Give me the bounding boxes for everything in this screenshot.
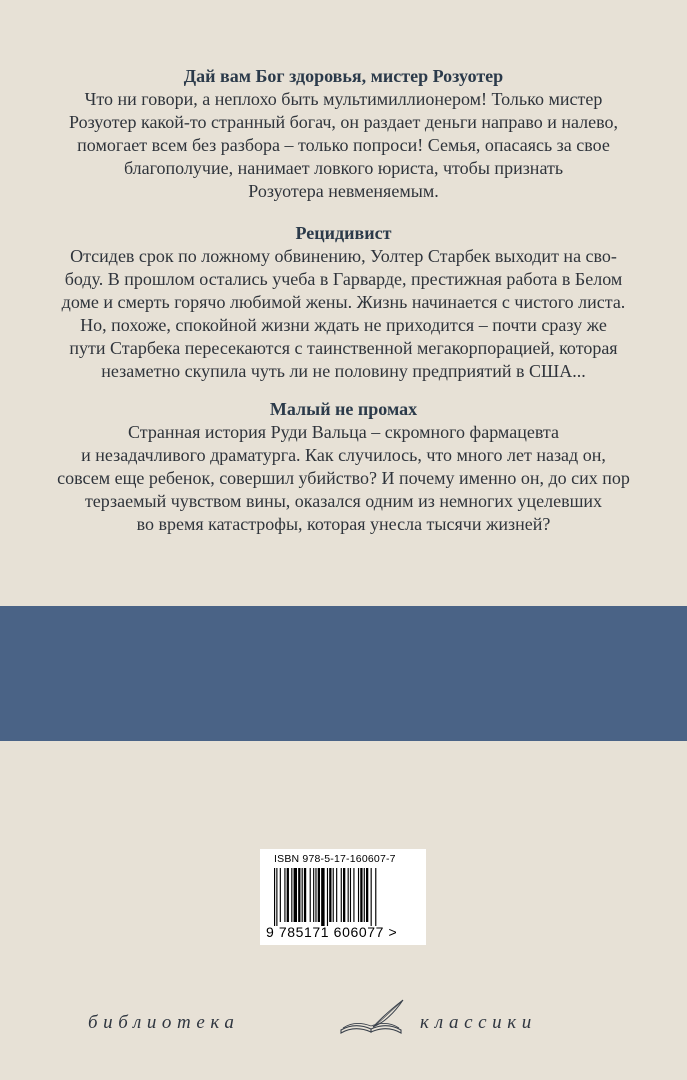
barcode-bar bbox=[327, 868, 328, 926]
body-line: терзаемый чувством вины, оказался одним из немногих уцелевших bbox=[84, 491, 603, 511]
barcode-bar bbox=[304, 868, 306, 922]
barcode-bar bbox=[358, 868, 359, 922]
series-name-right: классики bbox=[420, 1012, 537, 1033]
barcode-bar bbox=[294, 868, 297, 922]
barcode-bar bbox=[291, 868, 292, 922]
barcode-bar bbox=[318, 868, 320, 922]
barcode-bar bbox=[313, 868, 314, 922]
body-line: пути Старбека пересекаются с таинственной мегакорпорацией, которая bbox=[69, 338, 618, 358]
isbn-number: ISBN 978-5-17-160607-7 bbox=[274, 853, 396, 865]
body-line: Но, похоже, спокойной жизни ждать не приходится – почти сразу же bbox=[80, 315, 607, 335]
barcode-bar bbox=[353, 868, 354, 922]
barcode-bar bbox=[329, 868, 331, 922]
barcode-bar bbox=[364, 868, 365, 922]
blurb-section-jailbird bbox=[20, 222, 667, 383]
decorative-band bbox=[0, 606, 687, 741]
blurb-section-deadeye-dick bbox=[20, 398, 667, 536]
body-line: боду. В прошлом остались учеба в Гарварде, престижная работа в Белом bbox=[64, 269, 623, 289]
barcode-bar bbox=[350, 868, 351, 922]
barcode-bars bbox=[274, 868, 414, 926]
barcode-bar bbox=[371, 868, 372, 926]
barcode-bar bbox=[333, 868, 334, 922]
barcode-bar bbox=[348, 868, 349, 922]
barcode-bar bbox=[315, 868, 316, 922]
barcode-bar bbox=[360, 868, 362, 922]
body-line: Отсидев срок по ложному обвинению, Уолтер Старбек выходит на сво- bbox=[70, 246, 617, 266]
section-body bbox=[20, 88, 667, 203]
barcode-label bbox=[260, 849, 426, 945]
barcode-bar bbox=[321, 868, 324, 926]
barcode-bar bbox=[366, 868, 368, 922]
barcode-bar bbox=[287, 868, 289, 922]
body-line: доме и смерть горячо любимой жены. Жизнь начинается с чистого листа. bbox=[61, 292, 626, 312]
body-line: Странная история Руди Вальца – скромного фармацевта bbox=[128, 422, 559, 442]
barcode-bar bbox=[336, 868, 337, 922]
section-title: Рецидивист bbox=[295, 223, 392, 243]
barcode-bar bbox=[298, 868, 300, 922]
barcode-bar bbox=[276, 868, 277, 926]
barcode-bar bbox=[280, 868, 281, 922]
barcode-bar bbox=[274, 868, 275, 926]
body-line: помогает всем без разбора – только попроси! Семья, опасаясь за свое bbox=[77, 135, 610, 155]
barcode-bar bbox=[310, 868, 311, 922]
barcode-digits: 9 785171 606077 > bbox=[266, 924, 398, 940]
barcode-bar bbox=[341, 868, 342, 922]
series-name-left: библиотека bbox=[88, 1012, 240, 1033]
barcode-bar bbox=[375, 868, 376, 926]
body-line: и незадачливого драматурга. Как случилось, что много лет назад он, bbox=[81, 445, 606, 465]
barcode-bar bbox=[284, 868, 285, 922]
section-body bbox=[20, 421, 667, 536]
section-body bbox=[20, 245, 667, 383]
series-logo bbox=[0, 996, 687, 1036]
body-line: Что ни говори, а неплохо быть мультимиллионером! Только мистер bbox=[84, 89, 603, 109]
body-line: благополучие, нанимает ловкого юриста, чтобы признать bbox=[123, 158, 564, 178]
section-title: Малый не промах bbox=[269, 399, 418, 419]
barcode-bar bbox=[343, 868, 345, 922]
barcode-bar bbox=[302, 868, 303, 922]
quill-book-icon bbox=[333, 996, 413, 1036]
body-line: совсем еще ребенок, совершил убийство? И почему именно он, до сих пор bbox=[57, 468, 630, 488]
body-line: Розуотер какой-то странный богач, он раздает деньги направо и налево, bbox=[69, 112, 618, 132]
blurb-section-rosewater bbox=[20, 65, 667, 203]
body-line: незаметно скупила чуть ли не половину предприятий в США... bbox=[101, 361, 586, 381]
body-line: во время катастрофы, которая унесла тысячи жизней? bbox=[136, 514, 551, 534]
body-line: Розуотера невменяемым. bbox=[248, 181, 439, 201]
section-title: Дай вам Бог здоровья, мистер Розуотер bbox=[183, 66, 504, 86]
